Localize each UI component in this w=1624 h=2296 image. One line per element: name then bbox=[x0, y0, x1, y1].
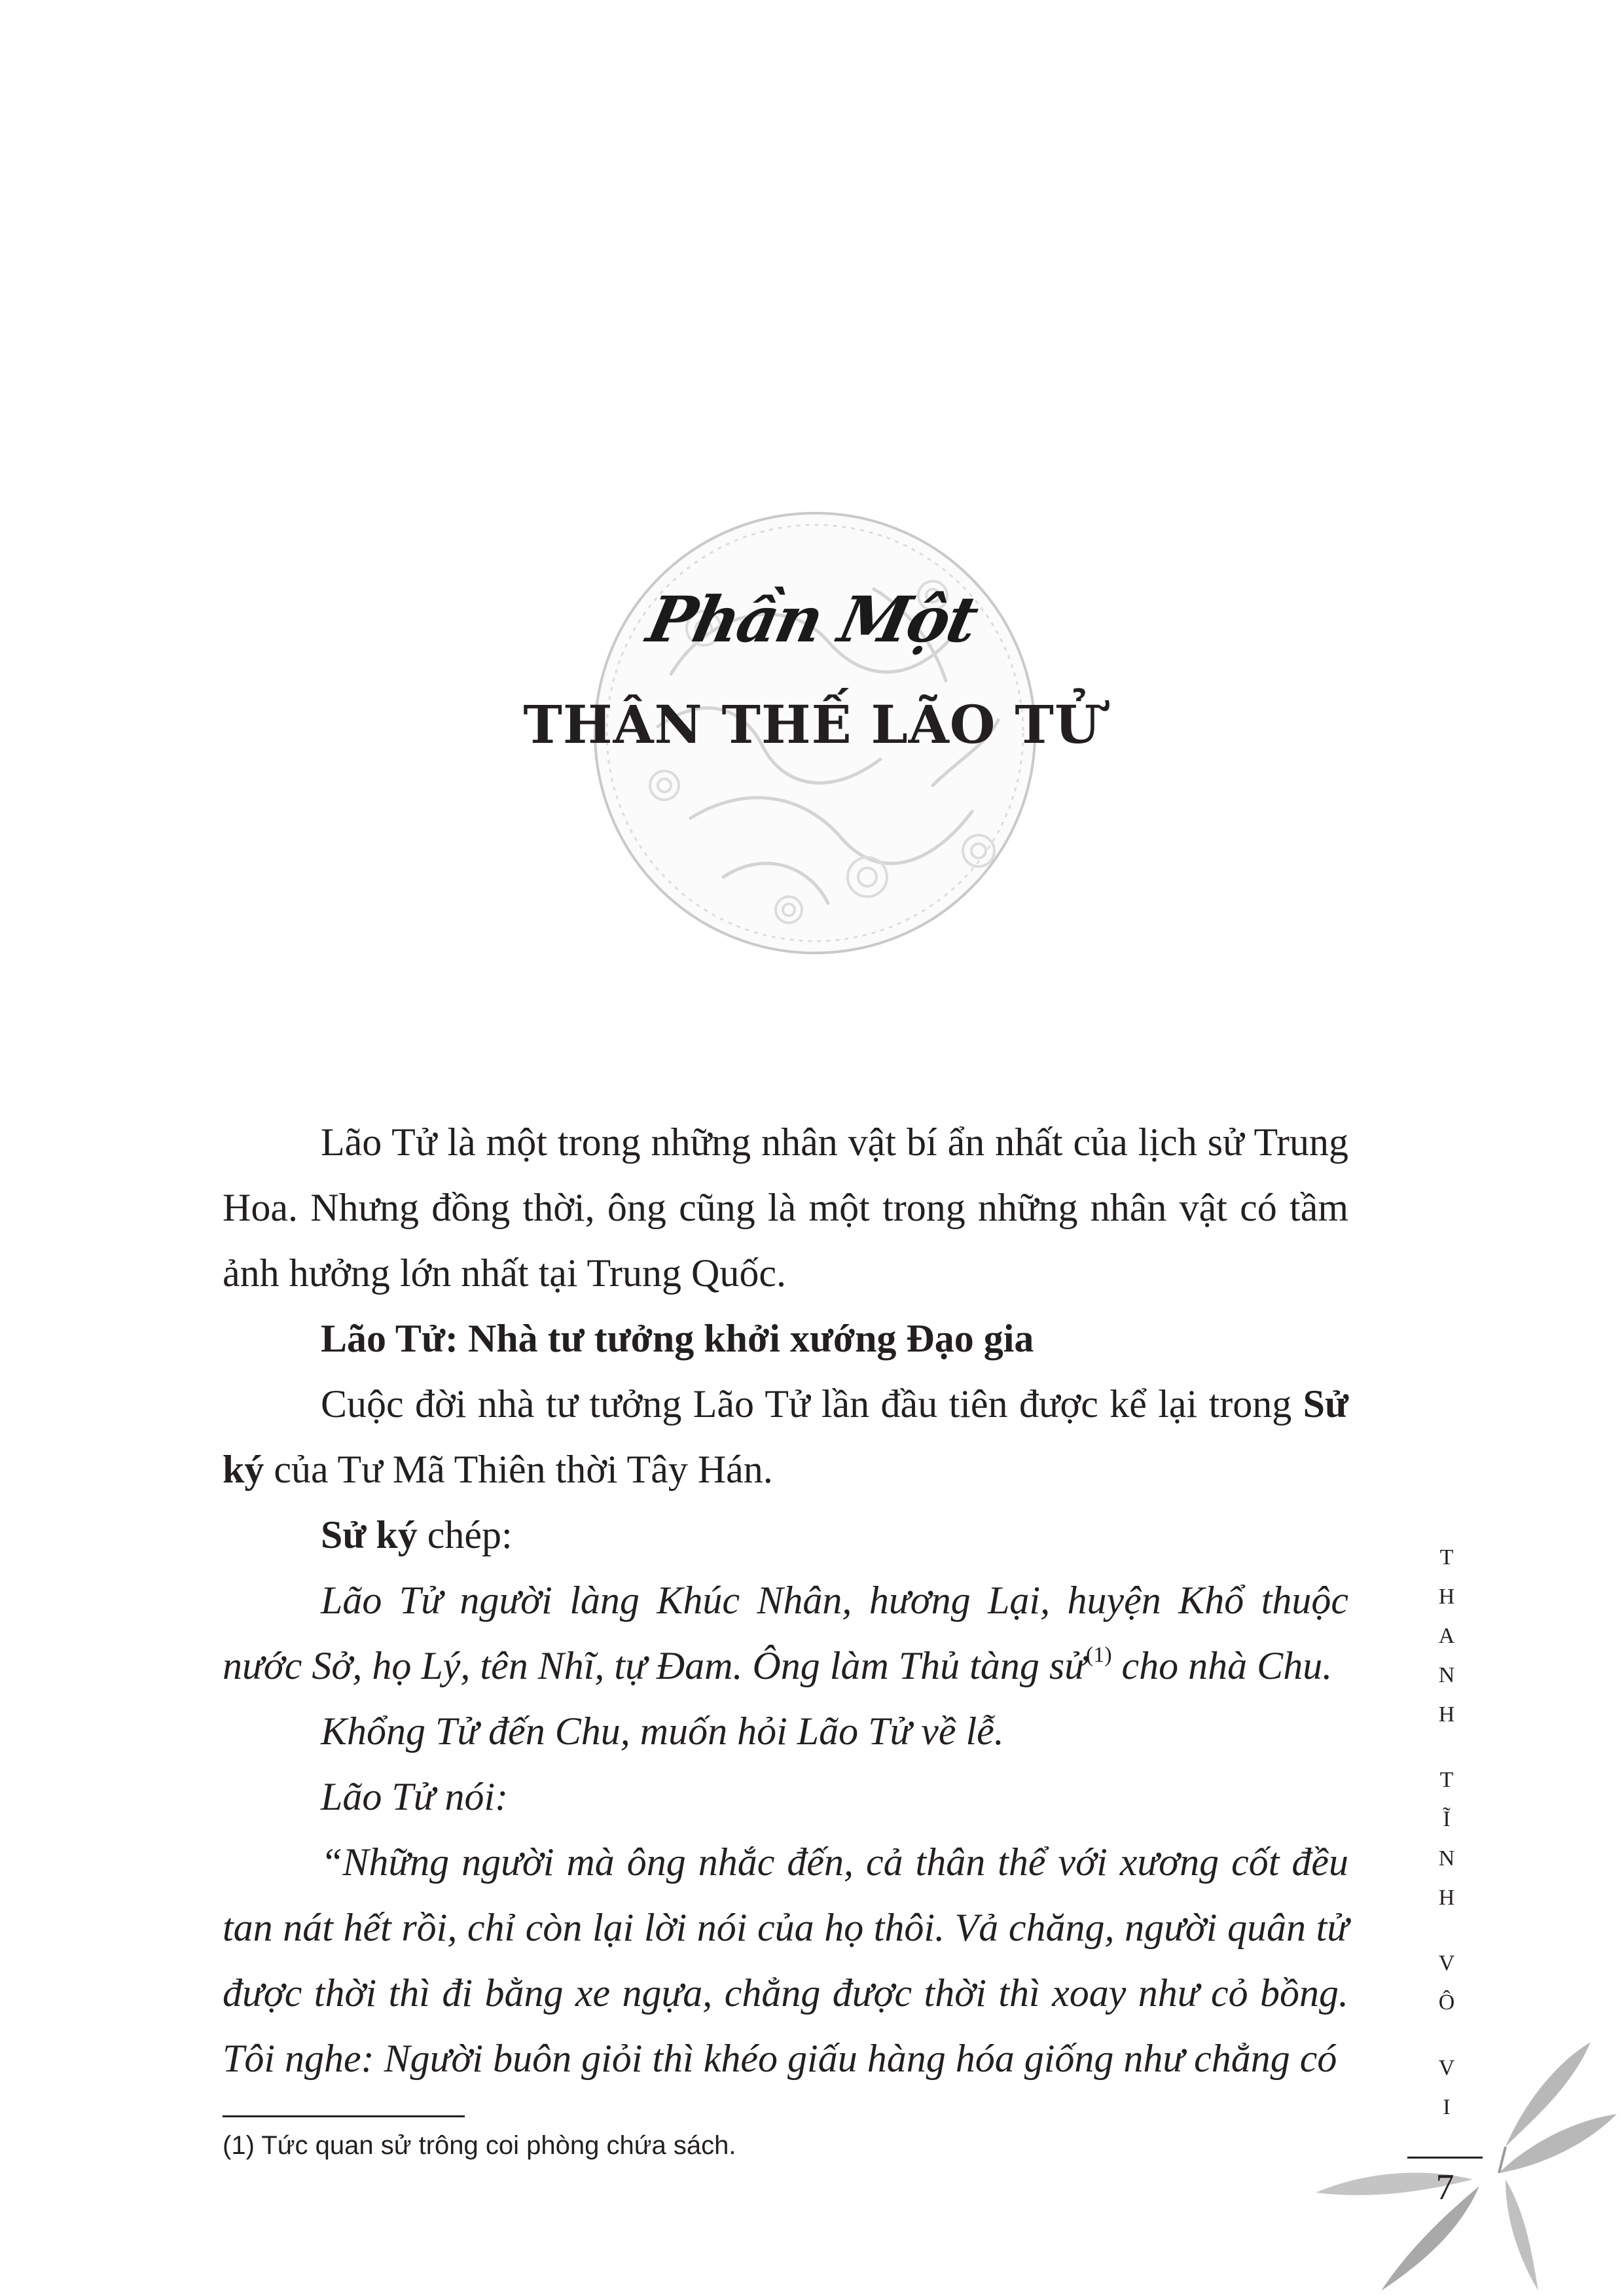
quote-text: Lão Tử người làng Khúc Nhân, hương Lại, huyện Khổ thuộc nước Sở, họ Lý, tên Nhĩ, tự Đam. Ông làm Thủ tàng sử bbox=[223, 1579, 1348, 1687]
book-title: Sử ký bbox=[223, 1382, 1348, 1491]
quote-text: cho nhà Chu. bbox=[1111, 1644, 1333, 1687]
side-title-letter: I bbox=[1443, 2095, 1451, 2119]
paragraph-text: Cuộc đời nhà tư tưởng Lão Tử lần đầu tiên được kể lại trong bbox=[321, 1382, 1303, 1426]
part-label: Phần Một bbox=[641, 583, 983, 656]
quote-paragraph-2: Khổng Tử đến Chu, muốn hỏi Lão Tử về lễ. bbox=[321, 1710, 1004, 1753]
side-title-letter: Ô bbox=[1438, 1990, 1455, 2015]
folio-rule bbox=[1407, 2157, 1483, 2159]
side-title-letter: V bbox=[1438, 2056, 1455, 2080]
side-title-letter: Ĩ bbox=[1443, 1807, 1451, 1831]
side-title-letter: A bbox=[1438, 1624, 1455, 1648]
footnote-rule bbox=[223, 2115, 465, 2117]
chapter-title: THÂN THẾ LÃO TỬ bbox=[523, 694, 1101, 755]
paragraph-su-ky-chep bbox=[223, 1502, 1348, 1568]
footnote-marker[interactable]: (1) bbox=[1085, 1643, 1112, 1667]
paragraph-su-ky-intro bbox=[223, 1371, 1348, 1502]
side-title-letter: T bbox=[1439, 1545, 1454, 1570]
bamboo-leaf-ornament bbox=[1309, 2022, 1624, 2296]
side-title-letter: H bbox=[1438, 1886, 1455, 1910]
intro-paragraph: Lão Tử là một trong những nhân vật bí ẩn nhất của lịch sử Trung Hoa. Nhưng đồng thời, ông cũng là một trong những nhân vật có tầm ảnh hưởng lớn nhất tại Trung Quốc. bbox=[223, 1121, 1348, 1295]
side-title-letter: H bbox=[1438, 1702, 1455, 1727]
side-title-letter: N bbox=[1438, 1846, 1455, 1871]
page-number: 7 bbox=[1435, 2167, 1454, 2208]
paragraph-text: của Tư Mã Thiên thời Tây Hán. bbox=[264, 1448, 773, 1491]
footnote: (1) Tức quan sử trông coi phòng chứa sách. bbox=[223, 2131, 736, 2160]
quote-paragraph-4: “Những người mà ông nhắc đến, cả thân thể với xương cốt đều tan nát hết rồi, chỉ còn lại lời nói của họ thôi. Vả chăng, người quân tử được thời thì đi bằng xe ngựa, chẳng được thời thì xoay như cỏ bồng. Tôi nghe: Người buôn giỏi thì khéo giấu hàng hóa giống như chẳng có bbox=[223, 1840, 1348, 2080]
side-title-letter: H bbox=[1438, 1585, 1455, 1609]
section-heading-text: Lão Tử: Nhà tư tưởng khởi xướng Đạo gia bbox=[321, 1317, 1034, 1360]
book-title: Sử ký bbox=[321, 1513, 418, 1556]
paragraph-text: chép: bbox=[417, 1513, 513, 1556]
quote-paragraph-1 bbox=[223, 1568, 1348, 1698]
body-text bbox=[223, 1109, 1348, 2091]
section-heading bbox=[223, 1306, 1348, 1371]
side-title-letter: T bbox=[1439, 1768, 1454, 1792]
side-title-letter: V bbox=[1438, 1951, 1455, 1975]
side-title-letter: N bbox=[1438, 1663, 1455, 1687]
quote-paragraph-3: Lão Tử nói: bbox=[321, 1775, 509, 1818]
